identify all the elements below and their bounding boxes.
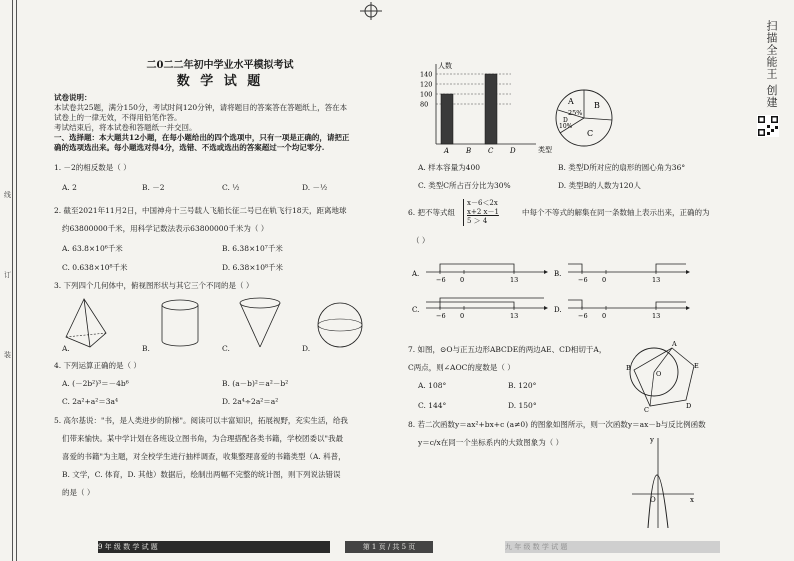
inequality-system bbox=[463, 199, 499, 226]
binding-mark: 线 bbox=[4, 191, 11, 199]
question-2-stem: 约63800000千米，用科学记数法表示63800000千米为（ ） bbox=[62, 224, 269, 233]
question-6-stem: 中每个不等式的解集在同一条数轴上表示出来，正确的为 bbox=[522, 208, 710, 217]
question-7-option: B. 120° bbox=[508, 381, 537, 390]
svg-text:y: y bbox=[650, 436, 654, 444]
solution-region bbox=[440, 264, 514, 272]
arrow-icon bbox=[686, 306, 690, 310]
question-4-option: B. (a－b)²＝a²－b² bbox=[222, 379, 289, 388]
solution-region bbox=[440, 298, 544, 308]
question-6-stem: 6. 把不等式组 bbox=[408, 208, 456, 217]
solution-region bbox=[426, 302, 514, 308]
binding-mark: 装 bbox=[4, 351, 11, 359]
question-2-stem: 2. 截至2021年11月2日，中国神舟十三号载人飞船长征二号已在轨飞行18天，距离地球 bbox=[54, 206, 347, 215]
number-line-option-label: A. bbox=[412, 270, 420, 278]
solution-region bbox=[656, 302, 686, 308]
tick-label: −6 bbox=[578, 276, 588, 284]
svg-text:E: E bbox=[694, 362, 699, 370]
question-5-option: C. 类型C所占百分比为30% bbox=[418, 181, 511, 190]
question-2-option: D. 6.38×10⁸千米 bbox=[222, 263, 284, 272]
question-5-option: D. 类型B的人数为120人 bbox=[558, 181, 641, 190]
cone-figure bbox=[240, 298, 280, 347]
question-3-option: C. bbox=[222, 344, 230, 353]
section-heading: 确的选项选出来。每小题选对得4分，选错、不选或选出的答案超过一个均记零分. bbox=[54, 143, 325, 152]
footer-left-text: 9 年 级 数 学 试 题 bbox=[98, 543, 158, 551]
tick-label: −6 bbox=[578, 312, 588, 320]
svg-text:O: O bbox=[656, 370, 662, 378]
question-3-option: A. bbox=[62, 344, 70, 353]
number-line-option-label: B. bbox=[554, 270, 562, 278]
tick-label: 13 bbox=[652, 276, 661, 284]
question-5-stem: B. 文学，C. 体育，D. 其他）数据后，绘制出两幅不完整的统计图，则下列说法错误 bbox=[62, 470, 341, 479]
notice-title: 试卷说明： bbox=[54, 93, 92, 102]
x-tick-label: D bbox=[510, 147, 516, 155]
question-1-option: D. －½ bbox=[302, 183, 328, 192]
parabola-figure bbox=[628, 432, 698, 532]
svg-text:A: A bbox=[672, 340, 677, 348]
question-1-option: C. ½ bbox=[222, 183, 240, 192]
section-heading: 一、选择题：本大题共12小题，在每小题给出的四个选项中，只有一项是正确的，请把正 bbox=[54, 133, 350, 142]
page-number: 第 1 页 / 共 5 页 bbox=[345, 541, 433, 553]
question-3-option: B. bbox=[142, 344, 150, 353]
notice-line: 考试结束后，将本试卷和答题纸一并交回。 bbox=[54, 123, 197, 132]
pie-label: C bbox=[587, 129, 594, 138]
number-line bbox=[554, 264, 690, 284]
circle-pentagon-figure bbox=[620, 340, 700, 414]
arrow-icon bbox=[686, 270, 690, 274]
question-6-paren: （ ） bbox=[412, 236, 430, 245]
svg-text:C: C bbox=[644, 406, 649, 414]
question-4-option: D. 2a⁴÷2a²＝a² bbox=[222, 397, 279, 406]
question-5-stem: 们带来愉快。某中学计划在各班设立图书角，为合理搭配各类书籍，学校团委以"我最 bbox=[62, 434, 343, 443]
solution-region bbox=[568, 300, 582, 308]
pie-label: A bbox=[568, 97, 574, 106]
question-7-option: A. 108° bbox=[418, 381, 447, 390]
question-1-option: A. 2 bbox=[62, 183, 77, 192]
notice-line: 试卷上的一律无效，不得用铅笔作答。 bbox=[54, 113, 182, 122]
exam-title: 二0二二年初中学业水平模拟考试 bbox=[146, 60, 294, 71]
question-7-stem: C两点，则∠AOC的度数是（ ） bbox=[408, 363, 515, 372]
footer-right bbox=[505, 541, 720, 553]
scanner-watermark-text: 扫描全能王 创建 bbox=[765, 20, 778, 109]
number-line bbox=[412, 298, 548, 320]
question-5-stem: 喜爱的书籍"为主题，对全校学生进行抽样调查，收集整理喜爱的书籍类型（A. 科普， bbox=[62, 452, 346, 461]
bar-chart bbox=[418, 60, 558, 160]
question-5-option: A. 样本容量为400 bbox=[418, 163, 480, 172]
binding-line bbox=[16, 0, 17, 561]
notice-line: 本试卷共25题，满分150分，考试时间120分钟，请将题目的答案答在答题纸上，答在本 bbox=[54, 103, 348, 112]
number-line-option-label: C. bbox=[412, 306, 420, 314]
pie-pct-label: 25% bbox=[568, 109, 583, 117]
solution-region bbox=[656, 264, 686, 272]
scanner-watermark bbox=[755, 20, 787, 133]
question-1-option: B. －2 bbox=[142, 183, 165, 192]
svg-text:B: B bbox=[626, 364, 631, 372]
question-3-stem: 3. 下列四个几何体中，俯视图形状与其它三个不同的是（ ） bbox=[54, 281, 254, 290]
question-8-stem: 8. 若二次函数y＝ax²+bx+c (a≠0) 的图象如图所示，则一次函数y＝ax－b与反比例函数 bbox=[408, 420, 706, 429]
question-7-stem: 7. 如图，⊙O与正五边形ABCDE的两边AE、CD相切于A， bbox=[408, 345, 607, 354]
question-5-option: B. 类型D所对应的扇形的圆心角为36° bbox=[558, 163, 686, 172]
inequality-line: x+2 x－1 bbox=[467, 208, 499, 217]
pie-chart bbox=[554, 88, 614, 148]
x-tick-label: A bbox=[444, 147, 450, 155]
tick-label: −6 bbox=[436, 312, 446, 320]
pyramid-figure bbox=[66, 299, 106, 347]
solution-region bbox=[568, 264, 582, 272]
sphere-figure bbox=[318, 303, 362, 347]
question-4-option: C. 2a²+a²＝3a⁴ bbox=[62, 397, 119, 406]
number-line-options bbox=[408, 252, 698, 322]
binding-mark: 订 bbox=[4, 271, 11, 279]
y-tick-label: 120 bbox=[420, 80, 433, 89]
y-axis-label: 人数 bbox=[438, 62, 452, 70]
registration-mark-icon bbox=[360, 2, 382, 20]
pie-pct-label: 10% bbox=[559, 123, 573, 130]
question-1-stem: 1. －2的相反数是（ ） bbox=[54, 163, 131, 172]
question-8-stem: y＝c/x在同一个坐标系内的大致图象为（ ） bbox=[418, 438, 564, 447]
question-4-option: A. (－2b²)³＝－4b⁶ bbox=[62, 379, 129, 388]
arrow-icon bbox=[544, 270, 548, 274]
tick-label: 0 bbox=[602, 312, 607, 320]
svg-text:O: O bbox=[650, 496, 656, 504]
y-tick-label: 100 bbox=[420, 90, 433, 99]
question-7-option: D. 150° bbox=[508, 401, 537, 410]
svg-text:x: x bbox=[690, 496, 694, 504]
question-5-stem: 5. 高尔基说："书，是人类进步的阶梯"。阅读可以丰富知识，拓展视野，充实生活，给我 bbox=[54, 416, 348, 425]
svg-text:D: D bbox=[686, 402, 692, 410]
question-2-option: A. 63.8×10⁶千米 bbox=[62, 244, 123, 253]
exam-subtitle: 数 学 试 题 bbox=[176, 74, 264, 89]
footer-right-text: 九 年 级 数 学 试 题 bbox=[505, 543, 568, 551]
question-2-option: C. 0.638×10⁸千米 bbox=[62, 263, 128, 272]
number-line bbox=[554, 300, 690, 320]
x-axis-label: 类型 bbox=[538, 146, 552, 154]
y-tick-label: 80 bbox=[420, 100, 429, 109]
tick-label: 13 bbox=[510, 276, 519, 284]
number-line bbox=[411, 264, 548, 284]
tick-label: 0 bbox=[602, 276, 607, 284]
question-2-option: B. 6.38×10⁷千米 bbox=[222, 244, 283, 253]
tick-label: 0 bbox=[460, 312, 465, 320]
y-tick-label: 140 bbox=[420, 70, 433, 79]
footer-left bbox=[98, 541, 330, 553]
pie-label: B bbox=[594, 101, 600, 110]
x-tick-label: C bbox=[488, 147, 494, 155]
tick-label: 0 bbox=[460, 276, 465, 284]
x-tick-label: B bbox=[466, 147, 472, 155]
bar bbox=[485, 74, 497, 144]
binding-margin bbox=[0, 0, 30, 561]
question-4-stem: 4. 下列运算正确的是（ ） bbox=[54, 361, 141, 370]
tick-label: 13 bbox=[652, 312, 661, 320]
tick-label: 13 bbox=[510, 312, 519, 320]
binding-line bbox=[12, 0, 13, 561]
qr-code-icon bbox=[757, 115, 779, 137]
inequality-line: x－6＜2x bbox=[467, 199, 498, 207]
cylinder-figure bbox=[162, 300, 198, 346]
pie-label: D bbox=[563, 117, 568, 124]
question-3-figures bbox=[62, 297, 362, 352]
tick-label: −6 bbox=[436, 276, 446, 284]
question-3-option: D. bbox=[302, 344, 311, 353]
question-5-stem: 的是（ ） bbox=[62, 488, 95, 497]
question-7-option: C. 144° bbox=[418, 401, 447, 410]
arrow-icon bbox=[544, 306, 548, 310]
inequality-line: 5 ＞ 4 bbox=[467, 217, 488, 226]
number-line-option-label: D. bbox=[554, 306, 562, 314]
bar bbox=[441, 94, 453, 144]
